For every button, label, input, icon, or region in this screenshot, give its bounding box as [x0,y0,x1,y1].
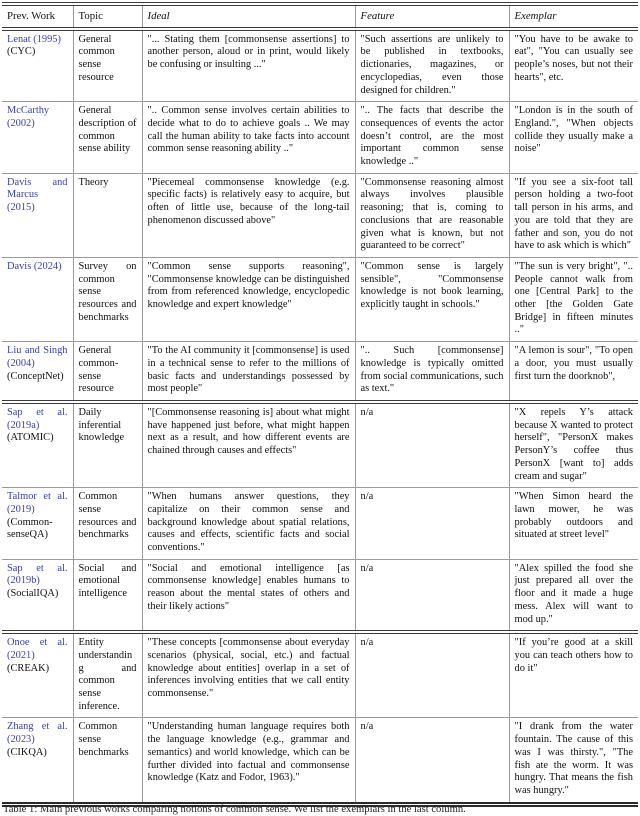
citation-alias: (ConceptNet) [7,370,64,382]
feature-cell: ".. Such [commonsense] knowledge is typically omitted from social communications, such as text." [355,342,509,402]
citation-alias: (CYC) [7,46,36,58]
citation-alias: (ATOMIC) [7,432,54,444]
citation-link[interactable]: Liu and Singh (2004) [7,345,68,369]
citation-alias: (CommonsenseQA) [7,516,53,541]
topic-cell: General common sense resource [73,29,142,102]
exemplar-cell: "You have to be awake to eat", "You can usually see people’s noses, but not their hearts", etc. [509,29,638,102]
citation-link[interactable]: McCarthy (2002) [7,105,50,129]
table-row [2,173,638,257]
table-caption: Table 1: Main previous works comparing notions of common sense. We list the exemplars in the last column. [3,804,466,815]
feature-cell: n/a [355,718,509,804]
citation-link[interactable]: Davis (2024) [7,260,62,272]
exemplar-cell: "If you see a six-foot tall person holding a two-foot tall person in his arms, and you are told that they are father and son, you do not have to ask which is which" [509,173,638,257]
ideal-cell: "[Commonsense reasoning is] about what might have happened just before, what might happen next as a result, and how different events are chained through causes and effects" [142,402,355,488]
header-row [2,4,638,29]
feature-cell: "Common sense is largely sensible", "Commonsense knowledge is not book learning, explicitly taught in schools." [355,257,509,341]
ideal-cell: ".. Common sense involves certain abilities to decide what to do to achieve goals .. We may call the human ability to take facts into account common sense reasoning ability .." [142,102,355,174]
table-row [2,102,638,174]
ideal-cell: "Common sense supports reasoning", "Commonsense knowledge can be distinguished from from referenced knowledge, encyclopedic knowledge and expert knowledge" [142,257,355,341]
exemplar-cell: "Alex spilled the food she just prepared all over the floor and it made a huge mess. Alex will want to mod up." [509,559,638,632]
feature-cell: n/a [355,632,509,718]
table-row [2,29,638,102]
exemplar-cell: "I drank from the water fountain. The cause of this was I was thirsty.", "The fish ate the worm. It was hungry. That means the fish was hungry." [509,718,638,804]
topic-cell: Theory [73,173,142,257]
citation-link[interactable]: Lenat (1995) [7,33,61,45]
citation-alias: (SocialIQA) [7,588,59,600]
ideal-cell: "Piecemeal commonsense knowledge (e.g. specific facts) is relatively easy to acquire, but often of little use, because of the long-tail phenomenon discussed above" [142,173,355,257]
feature-cell: n/a [355,559,509,632]
column-header-ideal: Ideal [142,4,355,29]
citation-link[interactable]: Davis and Marcus (2015) [7,176,68,214]
topic-cell: Social and emotional intelligence [73,559,142,632]
prev-work-cell [2,718,73,804]
table-header [2,4,638,29]
feature-cell: n/a [355,402,509,488]
table-body [2,29,638,804]
commonsense-comparison-table [2,2,638,807]
prev-work-cell [2,402,73,488]
topic-cell: General description of common sense ability [73,102,142,174]
citation-link[interactable]: Talmor et al. (2019) [7,491,68,515]
prev-work-cell [2,29,73,102]
citation-link[interactable]: Sap et al. (2019b) [7,562,68,587]
topic-cell: Common sense resources and benchmarks [73,488,142,560]
column-header-feature: Feature [355,4,509,29]
exemplar-cell: "A lemon is sour", "To open a door, you must usually first turn the doorknob", [509,342,638,402]
feature-cell: ".. The facts that describe the consequences of events the actor doesn’t control, are the most important common sense knowledge .." [355,102,509,174]
prev-work-cell [2,257,73,341]
column-header-topic: Topic [73,4,142,29]
prev-work-cell [2,632,73,718]
table-row [2,632,638,718]
ideal-cell: "When humans answer questions, they capitalize on their common sense and background knowledge about spatial relations, causes and effects, scientific facts and social conventions." [142,488,355,560]
table-row [2,257,638,341]
topic-cell: Survey on common sense resources and benchmarks [73,257,142,341]
ideal-cell: "To the AI community it [commonsense] is used in a technical sense to refer to the millions of basic facts and understandings possessed by most people" [142,342,355,402]
feature-cell: n/a [355,488,509,560]
exemplar-cell: "If you’re good at a skill you can teach others how to do it" [509,632,638,718]
exemplar-cell: "The sun is very bright", ".. People cannot walk from one [Central Park] to the other [the Golden Gate Bridge] in fifteen minutes .." [509,257,638,341]
feature-cell: "Such assertions are unlikely to be published in textbooks, dictionaries, magazines, or encyclopedias, even those designed for children." [355,29,509,102]
prev-work-cell [2,173,73,257]
ideal-cell: "Social and emotional intelligence [as commonsense knowledge] enables humans to reason about the mental states of others and their likely actions" [142,559,355,632]
exemplar-cell: "London is in the south of England.", "When objects collide they usually make a noise" [509,102,638,174]
prev-work-cell [2,488,73,560]
exemplar-cell: "When Simon heard the lawn mower, he was probably outdoors and situated at street level" [509,488,638,560]
citation-alias: (CIKQA) [7,746,47,758]
feature-cell: "Commonsense reasoning almost always involves plausible reasoning; that is, coming to conclusions that are reasonable given what is known, but not guaranteed to be correct" [355,173,509,257]
column-header-exemplar: Exemplar [509,4,638,29]
topic-cell: Daily inferential knowledge [73,402,142,488]
topic-cell: Entity understanding and common sense inference. [73,632,142,718]
table-row [2,402,638,488]
prev-work-cell [2,559,73,632]
table-row [2,342,638,402]
ideal-cell: "These concepts [commonsense about everyday scenarios (physical, social, etc.) and factual knowledge about entities] overlap in a set of inferences involving entities that we call entity commonsense." [142,632,355,718]
topic-cell: Common sense benchmarks [73,718,142,804]
citation-link[interactable]: Onoe et al. (2021) [7,637,68,661]
column-header-prev-work: Prev. Work [2,4,73,29]
ideal-cell: "Understanding human language requires both the language knowledge (e.g., grammar and semantics) and world knowledge, which can be further divided into factual and commonsense knowledge (Katz and Fodor, 1963)." [142,718,355,804]
prev-work-cell [2,102,73,174]
citation-link[interactable]: Sap et al. (2019a) [7,406,68,431]
ideal-cell: "... Stating them [commonsense assertions] to another person, aloud or in print, would likely be confusing or insulting ..." [142,29,355,102]
table-row [2,718,638,804]
topic-cell: General commonsense resource [73,342,142,402]
table-row [2,488,638,560]
citation-alias: (CREAK) [7,662,50,674]
citation-link[interactable]: Zhang et al. (2023) [7,721,68,746]
prev-work-cell [2,342,73,402]
exemplar-cell: "X repels Y’s attack because X wanted to protect herself", "PersonX makes PersonY’s coffee thus PersonX [want to] adds cream and sugar" [509,402,638,488]
table-row [2,559,638,632]
